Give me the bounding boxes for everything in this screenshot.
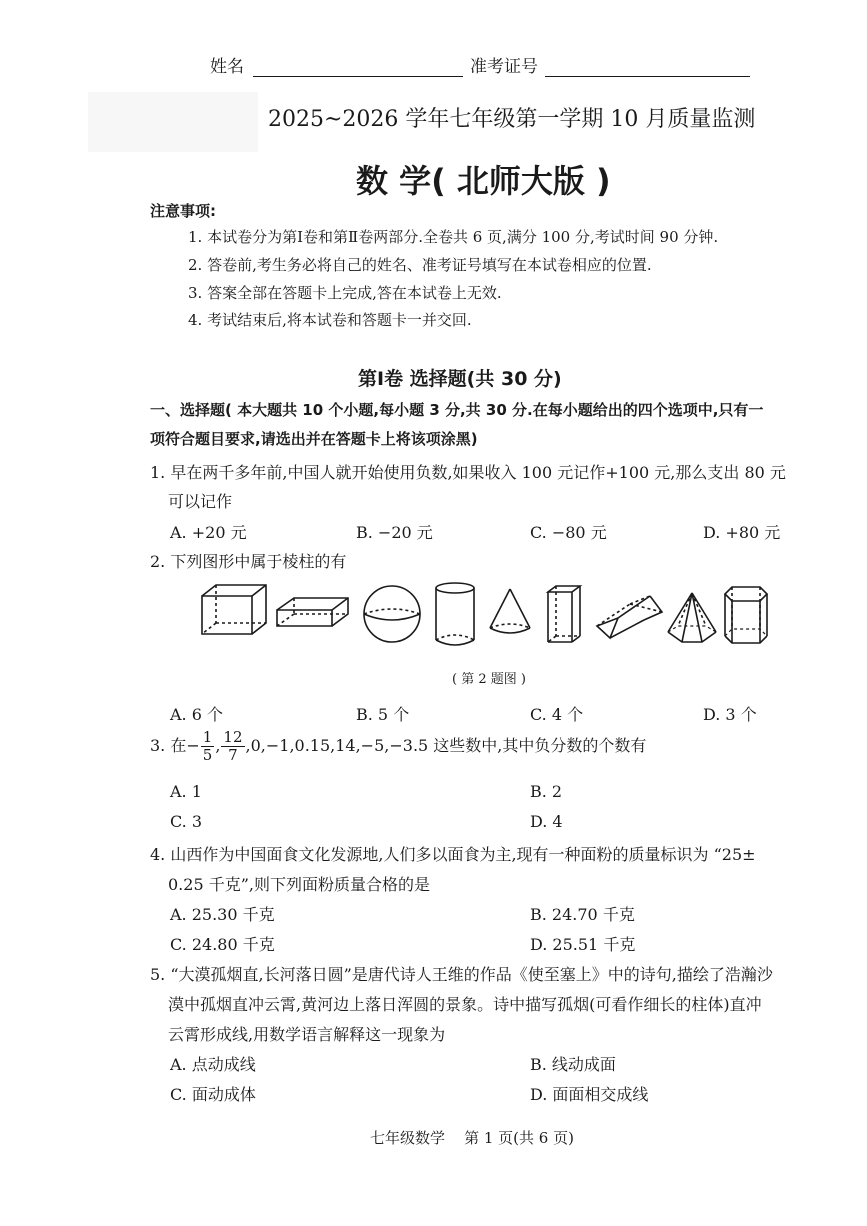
question-1-stem: 可以记作	[168, 492, 233, 511]
note-item: 2. 答卷前,考生务必将自己的姓名、准考证号填写在本试卷相应的位置.	[188, 256, 652, 274]
question-3-option-b[interactable]: B. 2	[530, 782, 563, 801]
sphere-icon	[360, 584, 424, 644]
figure-caption: ( 第 2 题图 )	[452, 672, 526, 687]
name-field	[210, 52, 463, 77]
question-5-option-b[interactable]: B. 线动成面	[530, 1055, 616, 1074]
question-1-option-c[interactable]: C. −80 元	[530, 523, 607, 542]
note-item: 4. 考试结束后,将本试卷和答题卡一并交回.	[188, 311, 472, 329]
exam-id-blank[interactable]	[545, 61, 750, 77]
name-blank[interactable]	[253, 61, 463, 77]
name-label: 姓名	[210, 57, 244, 77]
fraction-numerator: 12	[223, 728, 243, 746]
fraction-one-fifth	[201, 730, 215, 763]
fraction-numerator: 1	[202, 728, 213, 746]
square-prism-icon	[542, 582, 586, 648]
cone-icon	[486, 586, 534, 638]
question-4-option-d[interactable]: D. 25.51 千克	[530, 935, 636, 954]
question-1-option-a[interactable]: A. +20 元	[170, 523, 247, 542]
subject-title: 数 学( 北师大版 )	[356, 162, 611, 200]
question-3-suffix: ,0,−1,0.15,14,−5,−3.5 这些数中,其中负分数的个数有	[245, 736, 647, 755]
question-2-option-d[interactable]: D. 3 个	[703, 705, 757, 724]
cube-icon	[198, 582, 270, 638]
question-4-option-a[interactable]: A. 25.30 千克	[170, 905, 275, 924]
triangular-prism-icon	[594, 590, 666, 644]
question-5-option-c[interactable]: C. 面动成体	[170, 1085, 256, 1104]
note-item: 1. 本试卷分为第Ⅰ卷和第Ⅱ卷两部分.全卷共 6 页,满分 100 分,考试时间 90 分钟.	[188, 228, 719, 246]
question-4-stem: 0.25 千克”,则下列面粉质量合格的是	[168, 875, 430, 894]
question-3-separator: ,	[215, 736, 221, 755]
section-instruction: 一、选择题( 本大题共 10 个小题,每小题 3 分,共 30 分.在每小题给出的四个选项中,只有一	[150, 401, 764, 419]
question-4-option-b[interactable]: B. 24.70 千克	[530, 905, 635, 924]
question-3-option-a[interactable]: A. 1	[170, 782, 202, 801]
question-3-prefix: 3. 在−	[150, 736, 200, 755]
question-2-stem: 2. 下列图形中属于棱柱的有	[150, 552, 347, 571]
question-3-stem	[150, 730, 646, 763]
question-1-option-d[interactable]: D. +80 元	[703, 523, 781, 542]
cylinder-icon	[432, 580, 478, 648]
question-5-stem: 漠中孤烟直冲云霄,黄河边上落日浑圆的景象。诗中描写孤烟(可看作细长的柱体)直冲	[168, 995, 762, 1014]
question-4-option-c[interactable]: C. 24.80 千克	[170, 935, 275, 954]
question-2-option-a[interactable]: A. 6 个	[170, 705, 223, 724]
question-2-option-c[interactable]: C. 4 个	[530, 705, 584, 724]
question-4-stem: 4. 山西作为中国面食文化发源地,人们多以面食为主,现有一种面粉的质量标识为 “25±	[150, 845, 756, 864]
exam-id-label: 准考证号	[470, 57, 538, 77]
question-5-option-d[interactable]: D. 面面相交成线	[530, 1085, 649, 1104]
cuboid-icon	[274, 594, 352, 630]
fraction-denominator: 7	[228, 746, 238, 764]
pyramid-icon	[664, 590, 720, 646]
fraction-denominator: 5	[202, 746, 213, 764]
scan-smudge	[88, 92, 258, 152]
question-3-option-c[interactable]: C. 3	[170, 812, 203, 831]
exam-id-field	[470, 52, 750, 77]
notes-heading: 注意事项:	[150, 202, 216, 220]
question-1-option-b[interactable]: B. −20 元	[356, 523, 433, 542]
question-5-stem: 5. “大漠孤烟直,长河落日圆”是唐代诗人王维的作品《使至塞上》中的诗句,描绘了浩瀚沙	[150, 965, 773, 984]
fraction-twelve-sevenths	[221, 730, 244, 763]
question-5-stem: 云霄形成线,用数学语言解释这一现象为	[168, 1025, 446, 1044]
question-2-option-b[interactable]: B. 5 个	[356, 705, 410, 724]
note-item: 3. 答案全部在答题卡上完成,答在本试卷上无效.	[188, 284, 502, 302]
question-3-option-d[interactable]: D. 4	[530, 812, 563, 831]
question-5-option-a[interactable]: A. 点动成线	[170, 1055, 256, 1074]
question-1-stem: 1. 早在两千多年前,中国人就开始使用负数,如果收入 100 元记作+100 元,那么支出 80 元	[150, 463, 786, 482]
exam-title: 2025~2026 学年七年级第一学期 10 月质量监测	[268, 107, 756, 132]
hexagonal-prism-icon	[722, 584, 770, 648]
section-title: 第Ⅰ卷 选择题(共 30 分)	[358, 368, 562, 390]
page-footer: 七年级数学 第 1 页(共 6 页)	[370, 1129, 574, 1147]
section-instruction: 项符合题目要求,请选出并在答题卡上将该项涂黑)	[150, 430, 478, 448]
